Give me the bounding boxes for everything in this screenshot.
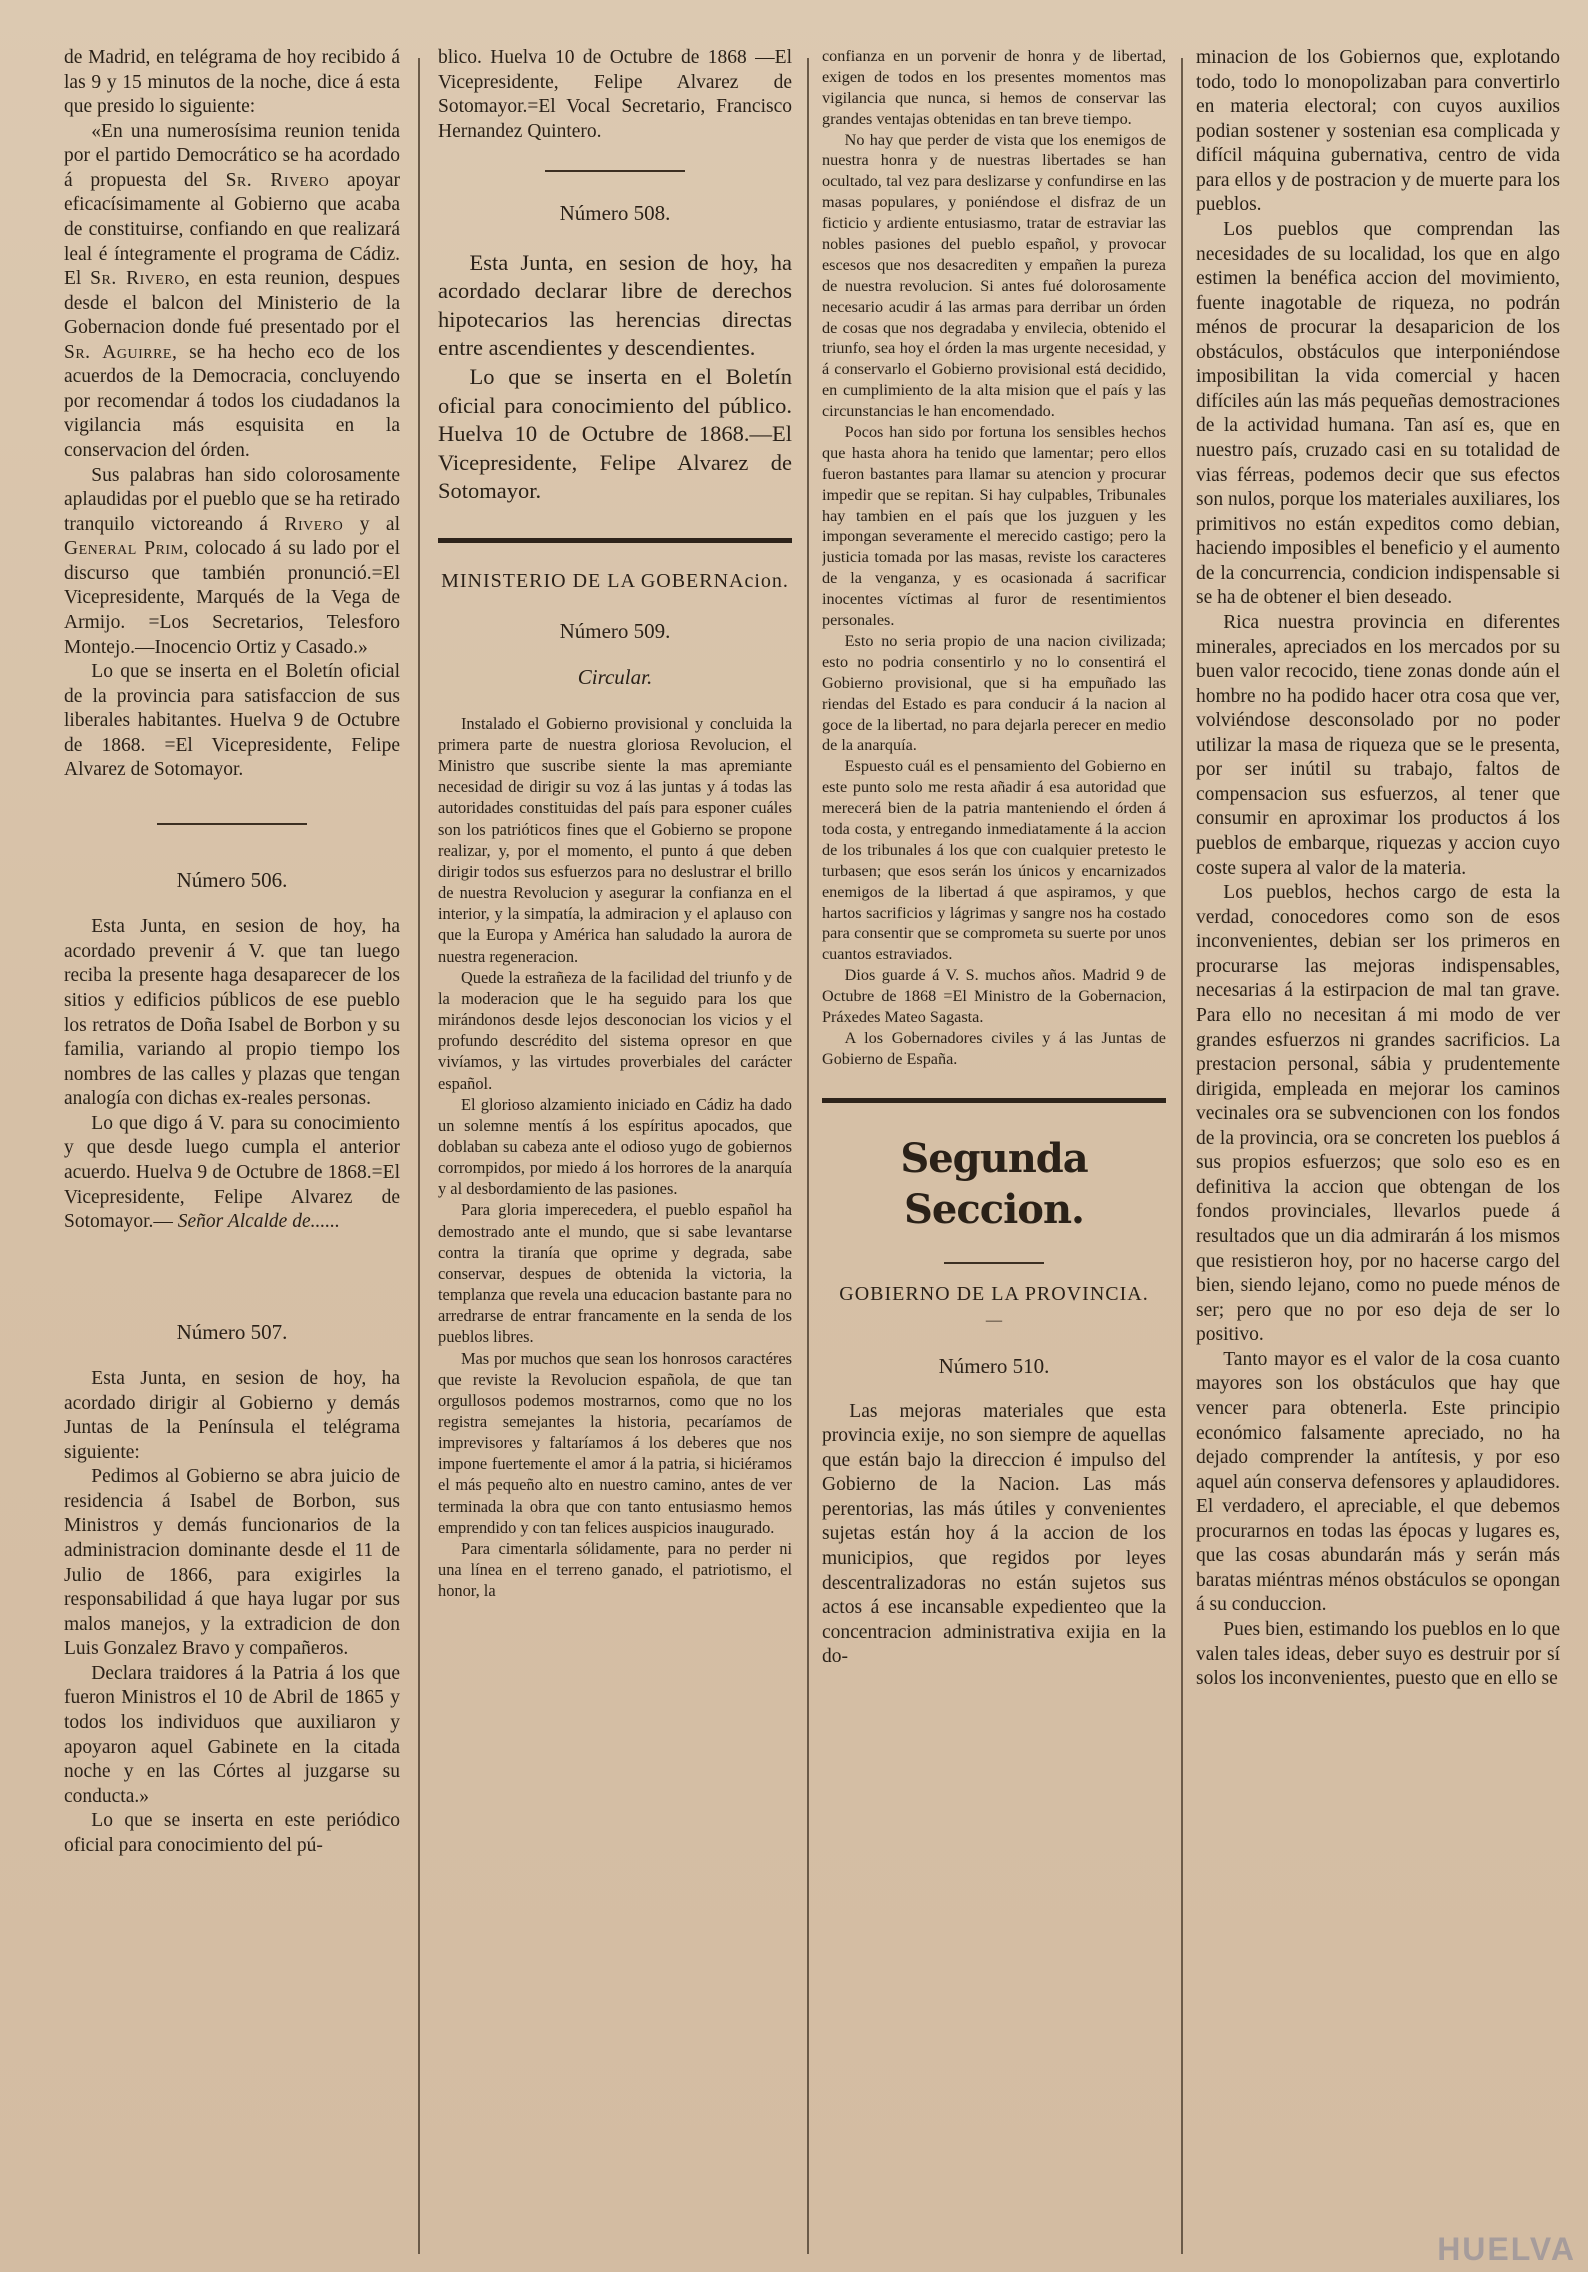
column-1 bbox=[64, 46, 400, 2258]
paragraph: Lo que se inserta en el Boletín oficial de la provincia para satisfaccion de sus liberales habitantes. Huelva 9 de Octubre de 1868. =El Vicepresidente, Felipe Alvarez de Sotomayor. bbox=[64, 661, 400, 781]
paragraph: Las mejoras materiales que esta provincia exije, no son siempre de aquellas que están bajo la direccion é impulso del Gobierno de la Nacion. Las más perentorias, las más útiles y convenientes sujetas están hoy á la accion de los municipios, que regidos por leyes descentralizadoras no están sujetos sus actos á ese incansable expedienteo que la concentracion administrativa exijia en la do- bbox=[822, 1400, 1166, 1668]
paragraph: Pues bien, estimando los pueblos en lo que valen tales ideas, deber suyo es destruir por sí solos los inconvenientes, puesto que en ello se bbox=[1196, 1619, 1560, 1690]
paragraph: Para cimentarla sólidamente, para no perder ni una línea en el terreno ganado, el patriotismo, el honor, la bbox=[438, 1538, 792, 1601]
paragraph: Esto no seria propio de una nacion civilizada; esto no podria consentirlo y no lo consentirá el Gobierno provisional, que si ha empuñado las riendas del Estado es para conducir á la nacion al goce de la libertad, no para dejarla perecer en medio de la anarquía. bbox=[822, 631, 1166, 755]
archive-watermark: HUELVA bbox=[1437, 2231, 1576, 2267]
section-heading: Número 508. bbox=[559, 201, 671, 226]
column-rule bbox=[418, 58, 420, 2254]
paragraph: Espuesto cuál es el pensamiento del Gobierno en este punto solo me resta añadir á esa autoridad que merecerá bien de la patria manteniendo el órden á toda costa, y entregando inmediatamente á la accion de los tribunales á los que con cualquier pretesto le turbasen; que esos serán los únicos y encarnizados enemigos de la libertad á que aspiramos, y que hartos sacrificios y lágrimas y sangre nos ha costado para consentir que se comprometa su suerte por unos cuantos estraviados. bbox=[822, 757, 1166, 964]
text: Sus palabras han sido colorosamente aplaudidas por el pueblo que se ha retirado tranquilo victoreando á bbox=[64, 464, 400, 535]
paragraph: Mas por muchos que sean los honrosos caractéres que reviste la Revolucion española, de que tan orgullosos podemos mostrarnos, como que no los registra semejantes la historia, pecaríamos de imprevisores y faltaríamos á los deberes que nos impone fuertemente el amor á la patria, si hiciéramos el más pequeño alto en nuestro camino, antes de ver terminada la obra que con tanto entusiasmo hemos emprendido y con tan felices auspicios inaugurado. bbox=[438, 1348, 792, 1537]
separator-rule bbox=[944, 1262, 1044, 1264]
circular-heading: Circular. bbox=[577, 665, 653, 690]
separator-rule bbox=[157, 823, 307, 825]
paragraph: El glorioso alzamiento iniciado en Cádiz ha dado un solemne mentís á los espíritus apocados, que doblaban su cabeza ante el odioso yugo de gobiernos corrompidos, por miedo á los horrores de la anarquía y al desbordamiento de las pasiones. bbox=[438, 1094, 792, 1199]
paragraph: blico. Huelva 10 de Octubre de 1868 —El Vicepresidente, Felipe Alvarez de Sotomayor.=El Vocal Secretario, Francisco Hernandez Quintero. bbox=[438, 47, 792, 142]
name-smallcaps: Rivero bbox=[284, 513, 344, 535]
section-rule bbox=[438, 538, 792, 543]
paragraph: Lo que se inserta en este periódico oficial para conocimiento del pú- bbox=[64, 1810, 400, 1856]
section-title: Segunda Seccion. bbox=[900, 1134, 1088, 1234]
paragraph: Rica nuestra provincia en diferentes minerales, apreciados en los mercados por su buen valor recocido, tiene zonas donde aún el hombre no ha podido hacer otra cosa que ver, volviéndose desconsolado por no poder utilizar la masa de riqueza que se le presenta, por ser inútil su trabajo, faltos de compensacion sus esfuerzos, al tener que consumir en aproximar los productos á los pueblos de embarque, riquezas y accion cuyo coste supera al valor de la materia. bbox=[1196, 611, 1560, 879]
paragraph: Declara traidores á la Patria á los que fueron Ministros el 10 de Abril de 1865 y todos los individuos que auxiliaron y apoyaron aquel Gabinete en la citada noche y en las Córtes al juzgarse su conducta.» bbox=[64, 1662, 400, 1807]
name-smallcaps: Sr. Rivero bbox=[225, 169, 330, 191]
paragraph bbox=[64, 120, 400, 464]
paragraph: Quede la estrañeza de la facilidad del triunfo y de la moderacion que le ha seguido para los que mirándonos desde lejos desconocian los vicios y el profundo descrédito del sistema opresor en que vivíamos, y las virtudes proverbiales del carácter español. bbox=[438, 967, 792, 1093]
paragraph: Esta Junta, en sesion de hoy, ha acordado declarar libre de derechos hipotecarios las herencias directas entre ascendientes y descendientes. bbox=[438, 249, 792, 361]
paragraph: Lo que se inserta en el Boletín oficial para conocimiento del público. Huelva 10 de Octubre de 1868.—El Vicepresidente, Felipe Alvarez de Sotomayor. bbox=[438, 363, 792, 504]
ministry-heading: MINISTERIO DE LA GOBERNAcion. bbox=[441, 569, 789, 592]
paragraph: Esta Junta, en sesion de hoy, ha acordado prevenir á V. que tan luego reciba la presente haga desaparecer de los sitios y edificios públicos de ese pueblo los retratos de Doña Isabel de Borbon y su familia, variando al propio tiempo los nombres de las calles y plazas que tengan analogía con dichas ex-reales personas. bbox=[64, 916, 400, 1110]
paragraph: de Madrid, en telégrama de hoy recibido á las 9 y 15 minutos de la noche, dice á esta que presido lo siguiente: bbox=[64, 47, 400, 118]
paragraph: Instalado el Gobierno provisional y concluida la primera parte de nuestra gloriosa Revolucion, el Ministro que suscribe siente la mas apremiante necesidad de dirigir su voz á las juntas y á todas las autoridades constituidas del país para esponer cuáles son los patrióticos fines que el Gobierno se propone realizar, y, por el momento, el punto á que deben dirigir todos sus esfuerzos para no deslustrar el brillo de nuestra Revolucion y asegurar la confianza en el interior, y la simpatía, la admiracion y el aplauso con que la Europa y América han saludado la aurora de nuestra regeneracion. bbox=[438, 713, 792, 966]
name-smallcaps: Sr. Rivero bbox=[90, 268, 185, 290]
paragraph: Dios guarde á V. S. muchos años. Madrid 9 de Octubre de 1868 =El Ministro de la Gobernacion, Práxedes Mateo Sagasta. bbox=[822, 966, 1166, 1026]
paragraph: Los pueblos, hechos cargo de esta la verdad, conocedores como son de esos inconvenientes, debian ser los primeros en procurarse las mejoras indispensables, necesarias á la estirpacion de mal tan grave. Para ello no necesitan á mi modo de ver grandes esfuerzos ni grandes sacrificios. La prestacion personal, sábia y prudentemente dirigida, empleada en mejorar los caminos vecinales ora se subvencionen con los fondos de la provincia, ora se concreten los pueblos á sus propios esfuerzos; que solo eso es en definitiva la accion que obtengan de los fondos provinciales, llevarlos puede á resultados que un dia admirarán á los mismos que resistieron hoy, por no hacerse cargo del bien, siendo lejano, como no puede ménos de ser; pero que no por eso deja de ser lo positivo. bbox=[1196, 882, 1560, 1346]
column-4 bbox=[1196, 46, 1560, 2258]
text: , en esta reunion, despues desde el balcon del Ministerio de la Gobernacion donde fué presentado por el bbox=[64, 268, 400, 339]
section-heading: Número 509. bbox=[559, 618, 671, 643]
paragraph: Pocos han sido por fortuna los sensibles hechos que hasta ahora ha tenido que lamentar; pero ellos fueron bastantes para llamar su atencion y procurar impedir que se repitan. Si hay culpables, Tribunales hay tambien en el país que los juzguen y les impongan severamente el merecido castigo; pero la justicia tomada por las masas, reviste los caracteres de la venganza, y es ocasionada á sacrificar inocentes víctimas al furor de resentimientos personales. bbox=[822, 423, 1166, 630]
paragraph: confianza en un porvenir de honra y de libertad, exigen de todos en los presentes momentos mas vigilancia que nunca, si hemos de conservar las grandes ventajas obtenidas en tan breve tiempo. bbox=[822, 47, 1166, 128]
paragraph: A los Gobernadores civiles y á las Juntas de Gobierno de España. bbox=[822, 1028, 1166, 1068]
text: , se ha hecho eco de los acuerdos de la Democracia, concluyendo por recomendar á todos los ciudadanos la vigilancia más esquisita en la conservacion del órden. bbox=[64, 341, 400, 461]
text: , colocado á su lado por el discurso que también pronunció.=El Vicepresidente, Marqués de la Vega de Armijo. =Los Secretarios, Telesforo Montejo.—Inocencio Ortiz y Casado.» bbox=[64, 538, 400, 658]
section-heading: Número 507. bbox=[176, 1319, 288, 1344]
column-2 bbox=[438, 46, 792, 2258]
paragraph bbox=[64, 1112, 400, 1235]
paragraph: Tanto mayor es el valor de la cosa cuanto mayores son los obstáculos que hay que vencer para obtenerla. Este principio económico falsamente apreciado, no ha dejado comprender la antítesis, y por eso aquel aún conserva defensores y aplaudidores. El verdadero, el apreciable, el que debemos procurarnos en todas las épocas y lugares es, que las cosas abundarán más y serán más baratas miéntras ménos obstáculos se opongan á su conduccion. bbox=[1196, 1348, 1560, 1616]
paragraph: minacion de los Gobiernos que, explotando todo, todo lo monopolizaban para convertirlo en materia electoral; con cuyos auxilios podian sostener y sostenian esa complicada y difícil máquina gubernativa, centro de vida para ellos y de postracion y de muerte para los pueblos. bbox=[1196, 47, 1560, 216]
text: y al bbox=[343, 513, 400, 535]
paragraph: Los pueblos que comprendan las necesidades de su localidad, los que en algo estimen la benéfica accion del movimiento, fuente inagotable de riqueza, no podrán ménos de procurar la desaparicion de los obstáculos, obstáculos que interponiéndose imposibilitan la vida comercial y hacen difíciles aún las más pequeñas demostraciones de la actividad humana. Tan así es, que en nuestro país, cruzado casi en su totalidad de vias férreas, podemos decir que sus efectos son nulos, porque los materiales auxiliares, los primitivos no están expeditos como debian, haciendo imposibles el beneficio y el aumento de la concurrencia, condicion indispensable si se ha de obtener el bien deseado. bbox=[1196, 218, 1560, 609]
column-3 bbox=[822, 46, 1166, 2258]
paragraph: No hay que perder de vista que los enemigos de nuestra honra y de nuestras libertades se han ocultado, tal vez para deslizarse y confundirse en las masas populares, y poniéndose el disfraz de un ficticio y ardiente entusiasmo, tratar de estraviar las nobles pasiones del pueblo español, y provocar escesos que nos desacrediten y empañen la pureza de nuestra revolucion. Si antes fué dolorosamente necesario acudir á las armas para derribar un órden de cosas que nos degradaba y envilecia, obtenido el triunfo, sea hoy el órden la mas urgente necesidad, y á conservarlo el Gobierno provisional está decidido, en cumplimiento de la alta mision que el país y las circunstancias le han encomendado. bbox=[822, 130, 1166, 421]
name-smallcaps: General Prim bbox=[64, 538, 184, 560]
paragraph bbox=[64, 464, 400, 661]
section-heading: Número 510. bbox=[938, 1353, 1050, 1378]
text: «En una numerosísima reunion tenida por el partido Democrático se ha acordado á propuesta del bbox=[64, 120, 400, 191]
column-rule bbox=[807, 58, 809, 2254]
paragraph: Pedimos al Gobierno se abra juicio de residencia á Isabel de Borbon, sus Ministros y demás funcionarios de la administracion dominante desde el 11 de Julio de 1866, para exigirles la responsabilidad á que haya lugar por sus malos manejos, y la extradicion de don Luis Gonzalez Bravo y compañeros. bbox=[64, 1466, 400, 1660]
text: apoyar eficacísimamente al Gobierno que acaba de constituirse, confiando en que realizará leal é íntegramente el programa de Cádiz. El bbox=[64, 169, 400, 290]
government-heading: GOBIERNO DE LA PROVINCIA. bbox=[839, 1282, 1149, 1305]
paragraph: Esta Junta, en sesion de hoy, ha acordado dirigir al Gobierno y demás Juntas de la Península el telégrama siguiente: bbox=[64, 1368, 400, 1463]
column-rule bbox=[1181, 58, 1183, 2254]
paragraph: Para gloria imperecedera, el pueblo español ha demostrado ante el mundo, que si sabe levantarse contra la tiranía que oprime y degrada, sabe conservar, despues de obtenida la victoria, la templanza que revela una educacion bastante para no arredrarse de entrar francamente en la senda de los pueblos libres. bbox=[438, 1200, 792, 1347]
section-rule bbox=[822, 1098, 1166, 1103]
signature-line: Señor Alcalde de...... bbox=[177, 1211, 340, 1233]
heading-dash: — bbox=[985, 1310, 1003, 1329]
text: Lo que digo á V. para su conocimiento y que desde luego cumpla el anterior acuerdo. Huelva 9 de Octubre de 1868.=El Vicepresidente, Felipe Alvarez de Sotomayor.— bbox=[64, 1112, 400, 1233]
name-smallcaps: Sr. Aguirre bbox=[64, 341, 172, 363]
separator-rule bbox=[545, 170, 685, 172]
section-heading: Número 506. bbox=[176, 867, 288, 892]
spacer bbox=[64, 1235, 400, 1305]
